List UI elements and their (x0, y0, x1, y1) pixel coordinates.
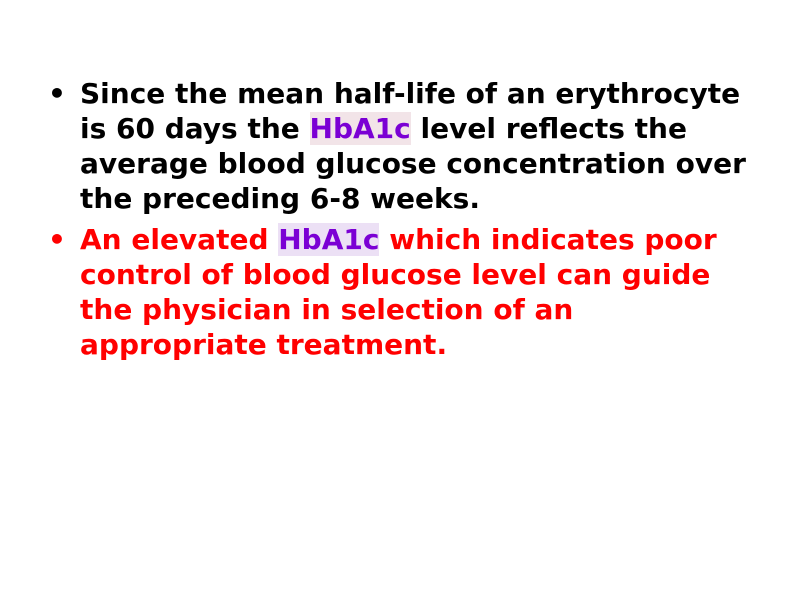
bullet-1-text-before: Since the mean half-life of an erythrocyte is 60 days the (80, 77, 741, 145)
bullet-1-highlight: HbA1c (309, 112, 411, 145)
bullet-item-2 (44, 222, 764, 362)
bullet-2-text-after: which indicates poor control of blood glucose level can guide the physician in selection of an appropriate treatment. (80, 223, 717, 361)
bullet-item-1 (44, 76, 764, 216)
bullet-1-text-after: level reflects the average blood glucose concentration over the preceding 6-8 weeks. (80, 112, 746, 215)
bullet-marker: • (48, 223, 66, 256)
bullet-2-highlight: HbA1c (278, 223, 380, 256)
bullet-2-text-before: An elevated (80, 223, 279, 256)
bullet-list (44, 76, 764, 368)
bullet-marker: • (48, 77, 66, 110)
